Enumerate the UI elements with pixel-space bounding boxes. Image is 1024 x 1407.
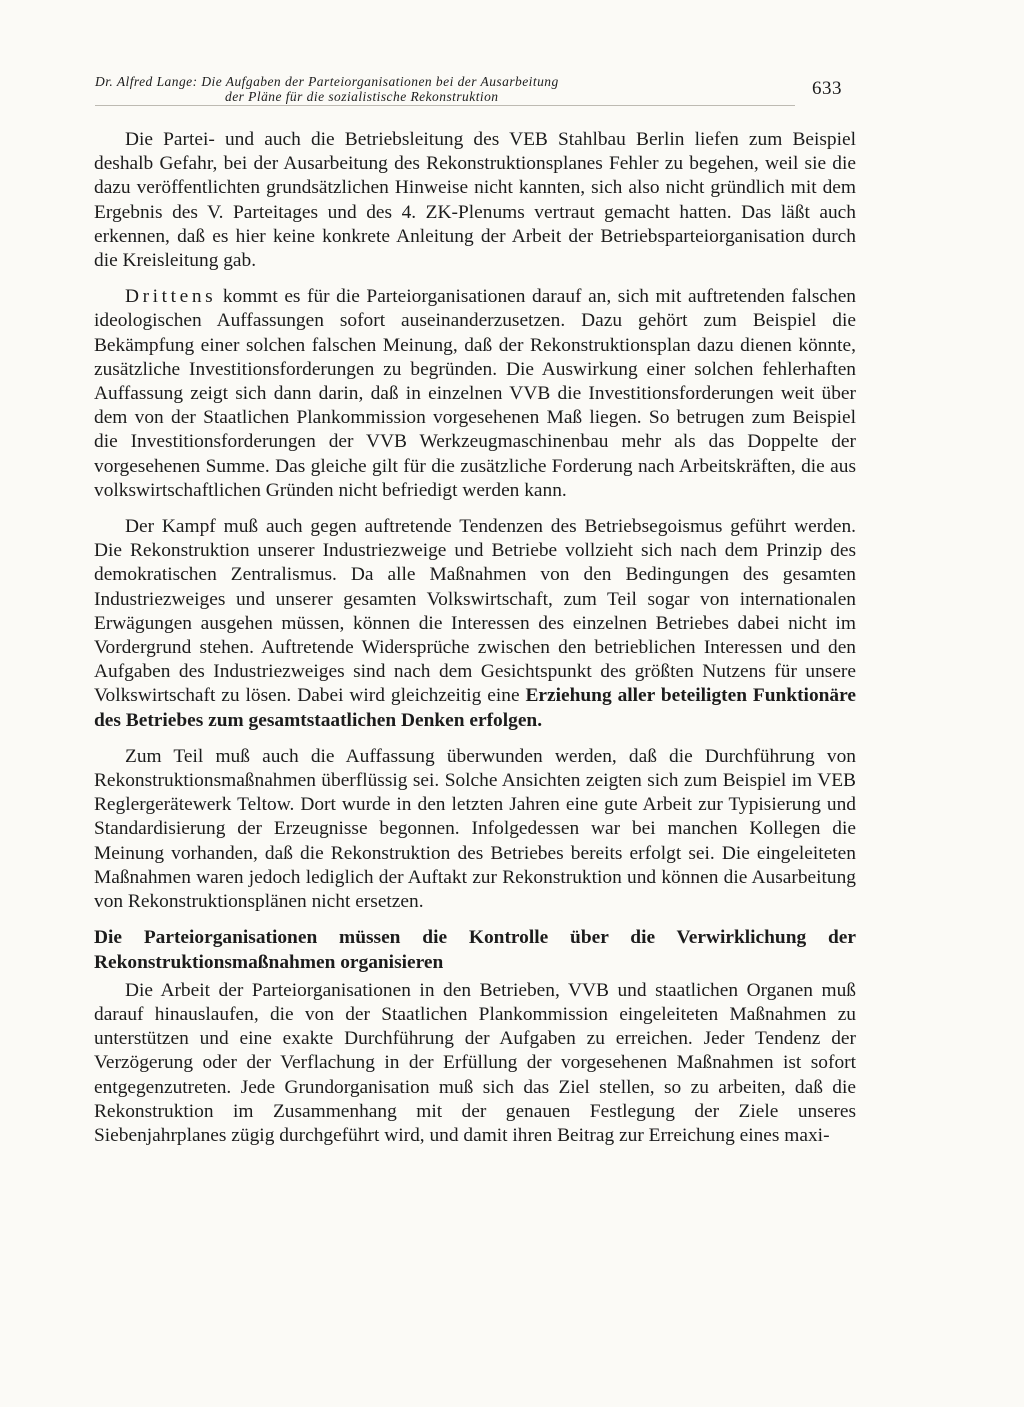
running-header-line-1: Dr. Alfred Lange: Die Aufgaben der Parteiorganisationen bei der Ausarbeitung	[95, 74, 559, 89]
running-header-line-2: der Pläne für die sozialistische Rekonstruktion	[225, 89, 499, 104]
paragraph-3-text: Der Kampf muß auch gegen auftretende Tendenzen des Betriebsegoismus geführt werden. Die Rekonstruktion unserer Industriezweige und Betriebe vollzieht sich nach dem Prinzip des demokratischen Zentralismus. Da alle Maßnahmen von den Bedingungen des gesamten Industriezweiges und unserer gesamten Volkswirtschaft, zum Teil sogar von internationalen Erwägungen ausgehen müssen, können die Interessen des einzelnen Betriebes dabei nicht im Vordergrund stehen. Auftretende Widersprüche zwischen den betrieblichen Interessen und den Aufgaben des Industriezweiges sind nach dem Gesichtspunkt des größten Nutzens für unsere Volkswirtschaft zu lösen. Dabei wird gleichzeitig eine	[94, 516, 856, 707]
paragraph-3-emphasis: Erziehung aller beteiligten Funktionäre des Betriebes zum gesamtstaatlichen Denken erfolgen.	[94, 685, 856, 731]
section-heading: Die Parteiorganisationen müssen die Kontrolle über die Verwirklichung der Rekonstruktionsmaßnahmen organisieren	[94, 927, 856, 973]
paragraph-2-text: kommt es für die Parteiorganisationen darauf an, sich mit auftretenden falschen ideologischen Auffassungen sofort auseinanderzusetzen. Dazu gehört zum Beispiel die Bekämpfung einer solchen falschen Meinung, daß der Rekonstruktionsplan dazu dienen könnte, zusätzliche Investitionsforderungen zu begründen. Die Auswirkung einer solchen fehlerhaften Auffassung zeigt sich dann darin, daß in einzelnen VVB die Investitionsforderungen weit über dem von der Staatlichen Plankommission vorgesehenen Maß liegen. So betrugen zum Beispiel die Investitionsforderungen der VVB Werkzeugmaschinenbau mehr als das Doppelte der vorgesehenen Summe. Das gleiche gilt für die zusätzliche Forderung nach Arbeitskräften, die aus volkswirtschaftlichen Gründen nicht befriedigt werden kann.	[94, 286, 856, 501]
paragraph-5: Die Arbeit der Parteiorganisationen in den Betrieben, VVB und staatlichen Organen muß darauf hinauslaufen, die von der Staatlichen Plankommission eingeleiteten Maßnahmen zu unterstützen und eine exakte Durchführung der Aufgaben zu erreichen. Jeder Tendenz der Verzögerung oder der Verflachung in der Erfüllung der vorgesehenen Maßnahmen ist sofort entgegenzutreten. Jede Grundorganisation muß sich das Ziel stellen, so zu arbeiten, daß die Rekonstruktion im Zusammenhang mit der genauen Festlegung der Ziele unseres Siebenjahrplanes zügig durchgeführt wird, und damit ihren Beitrag zur Erreichung eines maxi-	[94, 979, 856, 1146]
page-number: 633	[812, 78, 842, 99]
paragraph-4: Zum Teil muß auch die Auffassung überwunden werden, daß die Durchführung von Rekonstruktionsmaßnahmen überflüssig sei. Solche Ansichten zeigten sich zum Beispiel im VEB Reglergerätewerk Teltow. Dort wurde in den letzten Jahren eine gute Arbeit zur Typisierung und Standardisierung der Erzeugnisse begonnen. Infolgedessen war bei manchen Kollegen die Meinung vorhanden, daß die Rekonstruktion des Betriebes bereits erfolgt sei. Die eingeleiteten Maßnahmen waren jedoch lediglich der Auftakt zur Rekonstruktion und können die Ausarbeitung von Rekonstruktionsplänen nicht ersetzen.	[94, 745, 856, 913]
paragraph-2-lead-word: Drittens	[125, 286, 217, 308]
article-body	[94, 128, 856, 1160]
paragraph-3	[94, 515, 856, 733]
paragraph-1: Die Partei- und auch die Betriebsleitung des VEB Stahlbau Berlin liefen zum Beispiel deshalb Gefahr, bei der Ausarbeitung des Rekonstruktionsplanes Fehler zu begehen, weil sie die dazu veröffentlichten grundsätzlichen Hinweise nicht kannten, sich also nicht gründlich mit dem Ergebnis des V. Parteitages und des 4. ZK-Plenums vertraut gemacht hatten. Das läßt auch erkennen, daß es hier keine konkrete Anleitung der Arbeit der Betriebsparteiorganisation durch die Kreisleitung gab.	[94, 129, 856, 272]
header-rule	[95, 105, 795, 106]
running-header	[95, 74, 865, 104]
paragraph-2	[94, 285, 856, 503]
